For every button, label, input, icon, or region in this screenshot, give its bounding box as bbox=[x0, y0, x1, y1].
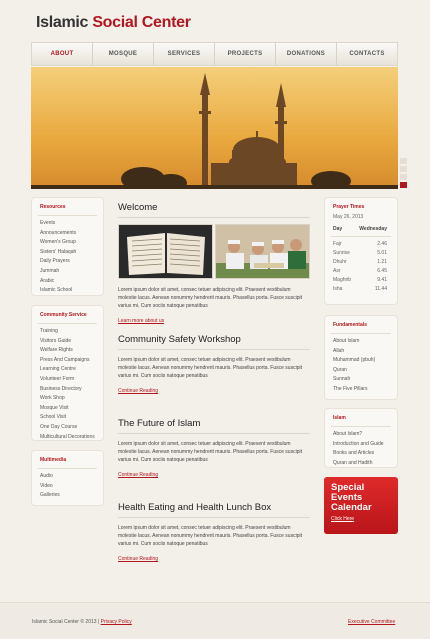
welcome-section bbox=[118, 202, 310, 324]
article bbox=[118, 418, 310, 478]
multimedia-title: Multimedia bbox=[40, 457, 67, 463]
welcome-text: Lorem ipsum dolor sit amet, consec tetuer adipiscing elit. Praesent vestibulum molestie lacus. Aenean nonummy hendrerit mauris. Phasellus porta. Fusce suscipit varius mi. Cum sociis natoque penatibus bbox=[118, 287, 302, 309]
islam-item[interactable]: Quran and Hadith bbox=[333, 459, 373, 466]
welcome-title: Welcome bbox=[118, 202, 158, 213]
community-item[interactable]: Welfare Rights bbox=[40, 347, 73, 354]
article-title[interactable]: Community Safety Workshop bbox=[118, 334, 241, 345]
prayer-row bbox=[333, 285, 387, 294]
children-reading-photo bbox=[215, 224, 310, 279]
special-events-banner[interactable] bbox=[324, 477, 398, 534]
resources-title: Resources bbox=[40, 204, 66, 210]
multimedia-panel bbox=[31, 450, 104, 506]
community-item[interactable]: School Visit bbox=[40, 414, 67, 421]
fundamentals-item[interactable]: The Five Pillars bbox=[333, 385, 368, 392]
resources-item[interactable]: Islamic School bbox=[40, 287, 73, 294]
article-text: Lorem ipsum dolor sit amet, consec tetuer adipiscing elit. Praesent vestibulum molestie lacus. Aenean nonummy hendrerit mauris. Phasellus porta. Fusce suscipit varius mi. Cum sociis natoque penatibus bbox=[118, 357, 302, 379]
learn-more-link[interactable]: Learn more about us bbox=[118, 318, 165, 324]
prayer-col-day: Day bbox=[333, 226, 343, 232]
continue-reading-link[interactable]: Continue Reading bbox=[118, 388, 159, 394]
prayer-row bbox=[333, 258, 387, 267]
special-click-link[interactable]: Click Here bbox=[331, 516, 355, 522]
divider bbox=[118, 433, 310, 434]
multimedia-list bbox=[40, 472, 103, 501]
article-text: Lorem ipsum dolor sit amet, consec tetuer adipiscing elit. Praesent vestibulum molestie lacus. Aenean nonummy hendrerit mauris. Phasellus porta. Fusce suscipit varius mi. Cum sociis natoque penatibus bbox=[118, 441, 302, 463]
article-title[interactable]: The Future of Islam bbox=[118, 418, 201, 429]
divider bbox=[331, 236, 391, 237]
resources-list bbox=[40, 219, 103, 296]
fundamentals-item[interactable]: Sunnah bbox=[333, 376, 351, 383]
prayer-time: 9.41 bbox=[377, 277, 387, 283]
resources-panel bbox=[31, 197, 104, 296]
islam-panel bbox=[324, 408, 398, 468]
divider bbox=[118, 517, 310, 518]
privacy-policy-link[interactable]: Privacy Policy bbox=[100, 619, 132, 625]
site-title-part1: Islamic bbox=[36, 14, 93, 31]
resources-item[interactable]: Events bbox=[40, 220, 56, 226]
nav-mosque[interactable]: MOSQUE bbox=[93, 43, 154, 65]
slider-dot[interactable] bbox=[400, 166, 407, 172]
hero-banner bbox=[31, 67, 398, 189]
main-nav bbox=[31, 42, 398, 66]
resources-item[interactable]: Daily Prayers bbox=[40, 258, 70, 265]
fundamentals-title: Fundamentals bbox=[333, 322, 367, 328]
community-item[interactable]: Business Directory bbox=[40, 385, 82, 392]
divider bbox=[38, 215, 97, 216]
prayer-name: Maghrib bbox=[333, 277, 352, 283]
divider bbox=[118, 349, 310, 350]
copyright-text: Islamic Social Center © 2013 | bbox=[32, 619, 101, 625]
prayer-row bbox=[333, 267, 387, 276]
islam-list bbox=[333, 430, 397, 468]
resources-item[interactable]: Jummah bbox=[40, 267, 60, 274]
divider bbox=[118, 217, 310, 218]
prayer-row bbox=[333, 276, 387, 285]
islam-item[interactable]: Introduction and Guide bbox=[333, 440, 384, 447]
community-item[interactable]: Multicultural Decorations bbox=[40, 433, 95, 440]
continue-reading-link[interactable]: Continue Reading bbox=[118, 556, 159, 562]
prayer-time: 6.45 bbox=[377, 268, 387, 274]
site-title-part2: Social Center bbox=[92, 14, 191, 31]
community-item[interactable]: Press And Campaigns bbox=[40, 356, 90, 363]
prayer-time: 5.01 bbox=[377, 250, 387, 256]
fundamentals-item[interactable]: Allah bbox=[333, 347, 345, 354]
slider-dot[interactable] bbox=[400, 158, 407, 164]
multimedia-item[interactable]: Video bbox=[40, 482, 53, 489]
prayer-row bbox=[333, 240, 387, 249]
continue-reading-link[interactable]: Continue Reading bbox=[118, 472, 159, 478]
slider-pagination bbox=[400, 158, 408, 190]
quran-photo bbox=[118, 224, 213, 279]
community-title: Community Service bbox=[40, 312, 87, 318]
prayer-times-title: Prayer Times bbox=[333, 204, 365, 210]
welcome-photos bbox=[118, 224, 310, 279]
prayer-col-weekday: Wednesday bbox=[359, 226, 387, 232]
mosque-illustration bbox=[31, 67, 398, 189]
nav-about[interactable]: ABOUT bbox=[32, 43, 93, 65]
resources-item[interactable]: Sisters' Halaqah bbox=[40, 248, 77, 255]
community-list bbox=[40, 327, 103, 442]
community-item[interactable]: Work Shop bbox=[40, 395, 65, 402]
community-item[interactable]: Visitors Guide bbox=[40, 337, 72, 344]
footer bbox=[0, 602, 430, 639]
fundamentals-item[interactable]: Muhammad (pbuh) bbox=[333, 357, 376, 364]
nav-services[interactable]: SERVICES bbox=[154, 43, 215, 65]
islam-item[interactable]: Books and Articles bbox=[333, 450, 375, 457]
prayer-row bbox=[333, 249, 387, 258]
prayer-times-panel bbox=[324, 197, 398, 305]
prayer-name: Dhuhr bbox=[333, 259, 347, 265]
community-item[interactable]: One Day Course bbox=[40, 423, 78, 430]
islam-item[interactable]: About Islam? bbox=[333, 431, 363, 437]
community-item[interactable]: Volunteer Form bbox=[40, 375, 75, 382]
divider bbox=[331, 333, 391, 334]
prayer-name: Sunrise bbox=[333, 250, 350, 256]
resources-item[interactable]: Announcements bbox=[40, 229, 77, 236]
multimedia-item[interactable]: Galleries bbox=[40, 492, 60, 499]
site-logo[interactable] bbox=[36, 14, 191, 32]
prayer-name: Isha bbox=[333, 286, 343, 292]
divider bbox=[38, 468, 97, 469]
prayer-time: 1.21 bbox=[377, 259, 387, 265]
special-line3: Calendar bbox=[331, 502, 372, 513]
prayer-date: May 26, 2013 bbox=[333, 214, 364, 220]
nav-contacts[interactable]: CONTACTS bbox=[349, 51, 385, 57]
community-item[interactable]: Learning Centre bbox=[40, 366, 76, 373]
article-text: Lorem ipsum dolor sit amet, consec tetuer adipiscing elit. Praesent vestibulum molestie lacus. Aenean nonummy hendrerit mauris. Phasellus porta. Fusce suscipit varius mi. Cum sociis natoque penatibus bbox=[118, 525, 302, 547]
special-line1: Special bbox=[331, 482, 365, 493]
divider bbox=[331, 426, 391, 427]
fundamentals-item[interactable]: About Islam bbox=[333, 338, 360, 344]
prayer-time: 11.44 bbox=[374, 286, 387, 292]
prayer-name: Asr bbox=[333, 268, 341, 274]
article bbox=[118, 502, 310, 562]
slider-dot[interactable] bbox=[400, 174, 407, 180]
prayer-time: 2.46 bbox=[377, 241, 387, 247]
special-line2: Events bbox=[331, 492, 363, 503]
community-item[interactable]: Mosque Visit bbox=[40, 404, 69, 411]
prayer-name: Fajr bbox=[333, 241, 342, 247]
community-item[interactable]: Training bbox=[40, 328, 58, 334]
slider-dot-active[interactable] bbox=[400, 182, 407, 188]
divider bbox=[38, 323, 97, 324]
islam-title: Islam bbox=[333, 415, 346, 421]
nav-donations[interactable]: DONATIONS bbox=[276, 43, 337, 65]
multimedia-item[interactable]: Audio bbox=[40, 473, 53, 479]
footer-copyright bbox=[32, 619, 132, 625]
community-panel bbox=[31, 305, 104, 441]
executive-committee-link[interactable]: Executive Committee bbox=[348, 619, 396, 625]
prayer-header-row bbox=[333, 226, 387, 232]
resources-item[interactable]: Women's Group bbox=[40, 239, 76, 246]
fundamentals-panel bbox=[324, 315, 398, 400]
article bbox=[118, 334, 310, 394]
nav-projects[interactable]: PROJECTS bbox=[215, 43, 276, 65]
article-title[interactable]: Health Eating and Health Lunch Box bbox=[118, 502, 272, 513]
resources-item[interactable]: Arabic bbox=[40, 277, 55, 284]
fundamentals-item[interactable]: Quran bbox=[333, 366, 347, 373]
fundamentals-list bbox=[333, 337, 397, 395]
